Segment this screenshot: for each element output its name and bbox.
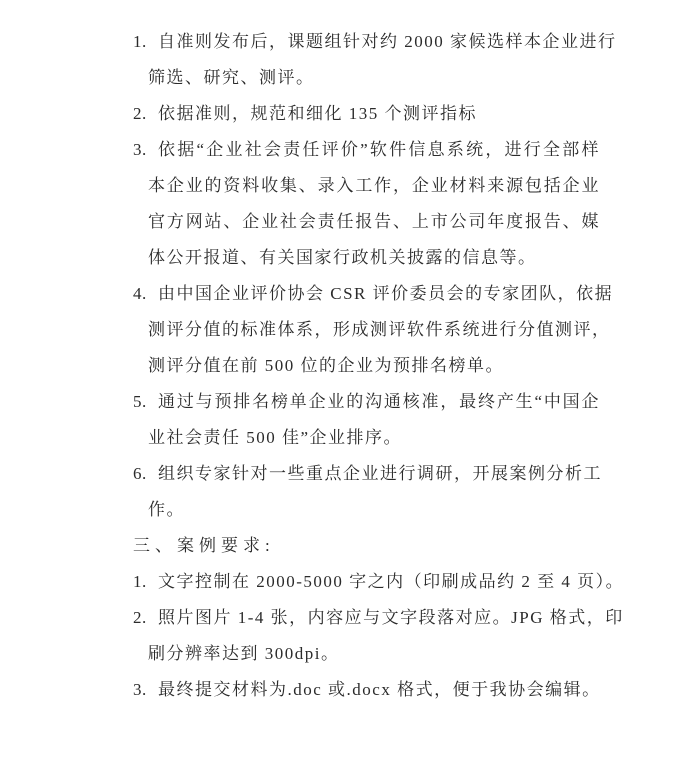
text-line: 最终提交材料为.doc 或.docx 格式，便于我协会编辑。 bbox=[158, 680, 601, 699]
text-line: 筛选、研究、测评。 bbox=[148, 68, 315, 87]
list-item-number: 3. bbox=[133, 140, 147, 159]
text-line: 刷分辨率达到 300dpi。 bbox=[148, 644, 340, 663]
list-item-number: 6. bbox=[133, 464, 147, 483]
text-line: 体公开报道、有关国家行政机关披露的信息等。 bbox=[148, 248, 537, 267]
list-item-number: 2. bbox=[133, 104, 147, 123]
text-line: 通过与预排名榜单企业的沟通核准，最终产生“中国企 bbox=[158, 392, 600, 411]
list-item-number: 4. bbox=[133, 284, 147, 303]
numbered-list-item bbox=[133, 672, 601, 708]
text-line: 文字控制在 2000-5000 字之内（印刷成品约 2 至 4 页）。 bbox=[158, 572, 625, 591]
text-line: 组织专家针对一些重点企业进行调研，开展案例分析工 bbox=[158, 464, 602, 483]
list-item-number: 1. bbox=[133, 572, 147, 591]
numbered-list-item bbox=[133, 384, 600, 456]
section-heading: 三、案例要求: bbox=[133, 536, 275, 555]
text-line: 依据“企业社会责任评价”软件信息系统，进行全部样 bbox=[158, 140, 600, 159]
text-line: 作。 bbox=[148, 500, 185, 519]
numbered-list-item bbox=[133, 600, 624, 672]
text-line: 测评分值的标准体系，形成测评软件系统进行分值测评， bbox=[148, 320, 611, 339]
list-item-number: 3. bbox=[133, 680, 147, 699]
numbered-list-item bbox=[133, 96, 600, 132]
text-line: 照片图片 1-4 张，内容应与文字段落对应。JPG 格式，印 bbox=[158, 608, 624, 627]
numbered-list-item bbox=[133, 276, 614, 384]
text-line: 本企业的资料收集、录入工作，企业材料来源包括企业 bbox=[148, 176, 600, 195]
numbered-list-item bbox=[133, 132, 600, 276]
numbered-list-item bbox=[133, 564, 625, 600]
text-line: 依据准则，规范和细化 135 个测评指标 bbox=[158, 104, 477, 123]
text-line: 测评分值在前 500 位的企业为预排名榜单。 bbox=[148, 356, 504, 375]
list-item-number: 1. bbox=[133, 32, 147, 51]
list-item-number: 5. bbox=[133, 392, 147, 411]
list-item-number: 2. bbox=[133, 608, 147, 627]
text-line: 自准则发布后，课题组针对约 2000 家候选样本企业进行 bbox=[158, 32, 617, 51]
text-line: 业社会责任 500 佳”企业排序。 bbox=[148, 428, 403, 447]
text-line: 官方网站、企业社会责任报告、上市公司年度报告、媒 bbox=[148, 212, 600, 231]
text-line: 由中国企业评价协会 CSR 评价委员会的专家团队，依据 bbox=[158, 284, 614, 303]
numbered-list-item bbox=[133, 456, 602, 528]
numbered-list-item bbox=[133, 24, 617, 96]
